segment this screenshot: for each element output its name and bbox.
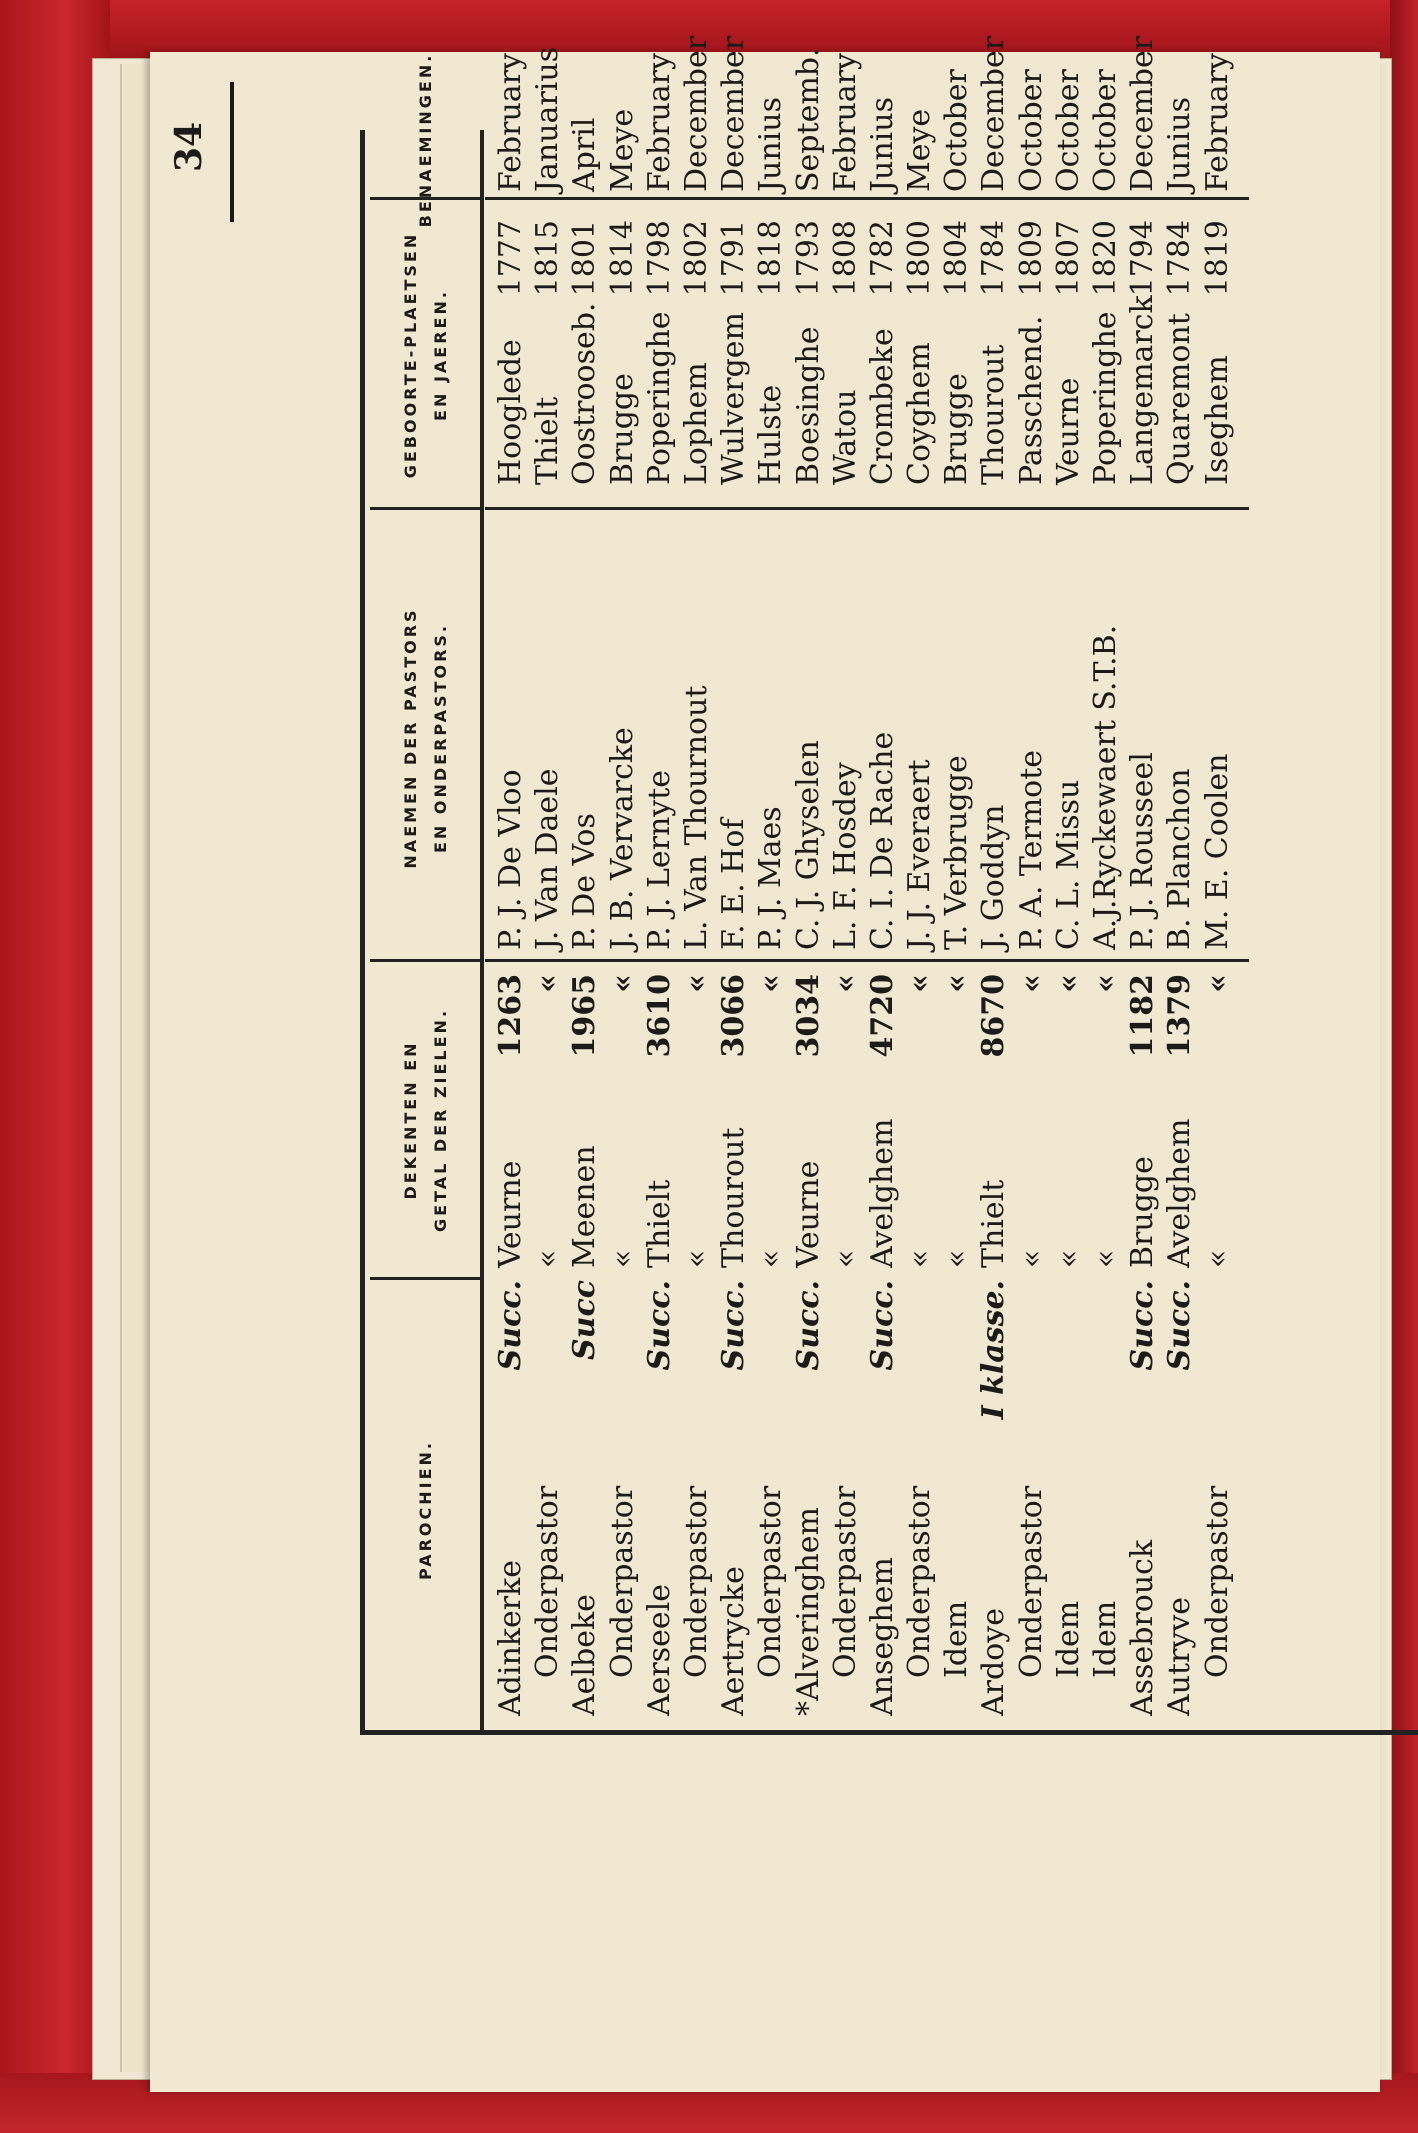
zielen-cell: «	[1013, 974, 1049, 993]
birthyear-cell: 1801	[567, 220, 603, 297]
birthyear-cell: 1784	[1162, 220, 1198, 297]
dekenij-cell: Thielt	[976, 1179, 1012, 1268]
header-naemen	[372, 518, 480, 958]
appointment-month-cell: Meye	[902, 108, 938, 192]
dekenij-cell: «	[753, 1249, 789, 1268]
pastor-name-cell: J. Goddyn	[976, 804, 1012, 950]
header-parochien-text: PAROCHIEN.	[416, 1439, 435, 1581]
pastor-name-cell: P. De Vos	[567, 813, 603, 950]
dekenij-cell: Veurne	[790, 1160, 826, 1268]
birthyear-cell: 1807	[1050, 220, 1086, 297]
birthyear-cell: 1820	[1088, 220, 1123, 297]
pastor-name-cell: P. J. Rousseel	[1125, 752, 1161, 950]
zielen-cell: 3066	[716, 974, 752, 1058]
pastor-name-cell: C. J. Ghyselen	[790, 740, 826, 950]
rank-cell: I klasse.	[976, 1280, 1012, 1420]
birthyear-cell: 1793	[790, 220, 826, 297]
birthyear-cell: 1808	[827, 220, 863, 297]
header-separator	[370, 507, 480, 510]
appointment-month-cell: Junius	[753, 97, 789, 192]
birthyear-cell: 1804	[939, 220, 975, 297]
zielen-cell: 8670	[976, 974, 1012, 1058]
table-row	[1124, 35, 1161, 1730]
appointment-month-cell: December	[1125, 35, 1161, 192]
zielen-cell: «	[939, 974, 975, 993]
appointment-month-cell: October	[939, 69, 975, 192]
pastor-name-cell: C. L. Missu	[1050, 779, 1086, 950]
table-left-rule	[360, 1730, 1418, 1735]
birthyear-cell: 1800	[902, 220, 938, 297]
appointment-month-cell: February	[641, 53, 677, 192]
zielen-cell: 3610	[641, 974, 677, 1058]
header-naemen-line1: NAEMEN DER PASTORS	[401, 607, 420, 869]
birthyear-cell: 1784	[976, 220, 1012, 297]
parochie-cell: Adinkerke	[493, 1560, 528, 1716]
rank-cell: Succ.	[641, 1280, 677, 1371]
table-row	[604, 108, 641, 1730]
dekenij-cell: Avelghem	[864, 1118, 900, 1268]
zielen-cell: 1263	[493, 974, 528, 1058]
zielen-cell: «	[604, 974, 640, 993]
parochie-cell: Onderpastor	[1199, 1485, 1235, 1678]
parochie-cell: Aerseele	[641, 1583, 677, 1716]
parochie-cell: Aertrycke	[716, 1566, 752, 1716]
pastor-name-cell: T. Verbrugge	[939, 755, 975, 950]
rank-cell: Succ.	[1162, 1280, 1198, 1371]
parochie-cell: Idem	[939, 1600, 975, 1678]
pastor-name-cell: P. A. Termote	[1013, 749, 1049, 950]
dekenij-cell: Brugge	[1125, 1156, 1161, 1268]
pastor-name-cell: L. F. Hosdey	[827, 762, 863, 950]
appointment-month-cell: October	[1013, 69, 1049, 192]
birthyear-cell: 1815	[530, 220, 566, 297]
zielen-cell: 4720	[864, 974, 900, 1058]
dekenij-cell: «	[604, 1249, 640, 1268]
zielen-cell: «	[753, 974, 789, 993]
parochie-cell: Anseghem	[864, 1557, 900, 1716]
rank-cell: Succ.	[864, 1280, 900, 1371]
dekenij-cell: «	[1050, 1249, 1086, 1268]
dekenij-cell: «	[1013, 1249, 1049, 1268]
appointment-month-cell: Meye	[604, 108, 640, 192]
pastor-name-cell: A.J.Ryckewaert S.T.B.	[1088, 624, 1123, 950]
table-row	[715, 35, 752, 1730]
birthplace-cell: Veurne	[1050, 377, 1086, 485]
header-parochien	[372, 1290, 480, 1730]
zielen-cell: 1182	[1125, 974, 1161, 1058]
table-rows	[492, 35, 1236, 1730]
table-row	[1087, 69, 1124, 1730]
zielen-cell: 3034	[790, 974, 826, 1058]
dekenij-cell: «	[902, 1249, 938, 1268]
birthplace-cell: Lophem	[678, 362, 714, 485]
appointment-month-cell: December	[716, 35, 752, 192]
birthyear-cell: 1802	[678, 220, 714, 297]
pastor-name-cell: M. E. Coolen	[1199, 753, 1235, 950]
zielen-cell: 1379	[1162, 974, 1198, 1058]
zielen-cell: «	[530, 974, 566, 993]
header-benaemingen	[372, 52, 480, 228]
table-row	[1050, 69, 1087, 1730]
parochie-cell: Onderpastor	[530, 1485, 566, 1678]
parochie-cell: *Alveringhem	[790, 1507, 826, 1716]
rank-cell: Succ.	[716, 1280, 752, 1371]
zielen-cell: 1965	[567, 974, 603, 1058]
table-row	[1161, 97, 1198, 1730]
appointment-month-cell: Junius	[1162, 97, 1198, 192]
birthyear-cell: 1791	[716, 220, 752, 297]
rank-cell: Succ.	[790, 1280, 826, 1371]
appointment-month-cell: December	[678, 35, 714, 192]
header-rule-top	[360, 130, 365, 1730]
table-row	[492, 53, 529, 1730]
birthyear-cell: 1814	[604, 220, 640, 297]
pastor-name-cell: J. J. Everaert	[902, 759, 938, 950]
dekenij-cell: «	[678, 1249, 714, 1268]
table-row	[752, 97, 789, 1730]
header-dekenten-line1: DEKENTEN EN	[401, 1040, 420, 1200]
parochie-cell: Onderpastor	[902, 1485, 938, 1678]
header-dekenten-line2: GETAL DER ZIELEN.	[431, 1007, 450, 1233]
appointment-month-cell: February	[827, 53, 863, 192]
birthplace-cell: Poperinghe	[641, 311, 677, 485]
appointment-month-cell: Junius	[864, 97, 900, 192]
dekenij-cell: Thielt	[641, 1179, 677, 1268]
appointment-month-cell: October	[1050, 69, 1086, 192]
zielen-cell: «	[1088, 974, 1123, 993]
birthplace-cell: Passchend.	[1013, 315, 1049, 485]
pastor-name-cell: P. J. Lernyte	[641, 769, 677, 950]
pastor-name-cell: P. J. Maes	[753, 806, 789, 950]
parochie-cell: Idem	[1088, 1600, 1123, 1678]
birthplace-cell: Hulste	[753, 384, 789, 485]
appointment-month-cell: February	[1199, 53, 1235, 192]
column-rule	[485, 959, 1249, 962]
appointment-month-cell: April	[567, 117, 603, 192]
dekenij-cell: Veurne	[493, 1160, 528, 1268]
birthplace-cell: Brugge	[939, 373, 975, 485]
header-geboorte-line1: GEBOORTE-PLAETSEN	[401, 231, 420, 479]
dekenij-cell: «	[1199, 1249, 1235, 1268]
pastor-name-cell: P. J. De Vloo	[493, 769, 528, 950]
birthplace-cell: Thourout	[976, 344, 1012, 485]
header-naemen-line2: EN ONDERPASTORS.	[431, 623, 450, 854]
pastor-name-cell: J. Van Daele	[530, 768, 566, 950]
parochie-cell: Onderpastor	[604, 1485, 640, 1678]
zielen-cell: «	[827, 974, 863, 993]
header-geboorte-line2: EN JAEREN.	[431, 289, 450, 421]
appointment-month-cell: December	[976, 35, 1012, 192]
page-number-rule	[230, 82, 234, 222]
column-rule	[485, 507, 1249, 510]
birthyear-cell: 1777	[493, 220, 528, 297]
rank-cell: Succ	[567, 1280, 603, 1361]
table-row	[864, 97, 901, 1730]
appointment-month-cell: Januarius	[530, 46, 566, 192]
parochie-cell: Assebrouck	[1125, 1539, 1161, 1716]
dekenij-cell: «	[530, 1249, 566, 1268]
dekenij-cell: Thourout	[716, 1127, 752, 1268]
appointment-month-cell: October	[1088, 69, 1123, 192]
table-row	[566, 117, 603, 1730]
parochie-cell: Onderpastor	[827, 1485, 863, 1678]
column-rule	[485, 197, 1249, 200]
pastor-name-cell: B. Planchon	[1162, 768, 1198, 950]
birthyear-cell: 1819	[1199, 220, 1235, 297]
birthyear-cell: 1818	[753, 220, 789, 297]
zielen-cell: «	[902, 974, 938, 993]
birthyear-cell: 1782	[864, 220, 900, 297]
birthplace-cell: Langemarck	[1125, 295, 1161, 485]
table-row	[1013, 69, 1050, 1730]
birthplace-cell: Poperinghe	[1088, 311, 1123, 485]
header-geboorte	[372, 205, 480, 505]
table-row	[678, 35, 715, 1730]
birthplace-cell: Wulvergem	[716, 312, 752, 485]
rotated-table-content	[160, 35, 1370, 2090]
parochie-cell: Autryve	[1162, 1596, 1198, 1716]
table-row	[901, 108, 938, 1730]
birthplace-cell: Watou	[827, 389, 863, 485]
birthplace-cell: Coyghem	[902, 342, 938, 485]
birthyear-cell: 1794	[1125, 220, 1161, 297]
birthplace-cell: Boesinghe	[790, 326, 826, 485]
birthplace-cell: Quaremont	[1162, 313, 1198, 485]
pastor-name-cell: F. E. Hof	[716, 818, 752, 950]
book-cover-right	[1390, 0, 1418, 2133]
header-rule-bottom	[480, 130, 484, 1730]
pastor-name-cell: C. I. De Rache	[864, 731, 900, 950]
birthplace-cell: Hooglede	[493, 339, 528, 485]
parochie-cell: Onderpastor	[678, 1485, 714, 1678]
header-benaemingen-text: BENAEMINGEN.	[416, 52, 435, 228]
parochie-cell: Ardoye	[976, 1608, 1012, 1716]
header-separator	[370, 1277, 480, 1280]
table-row	[641, 53, 678, 1730]
appointment-month-cell: February	[493, 53, 528, 192]
rank-cell: Succ.	[493, 1280, 528, 1371]
dekenij-cell: Meenen	[567, 1145, 603, 1268]
table-row	[790, 47, 827, 1730]
zielen-cell: «	[1199, 974, 1235, 993]
parochie-cell: Onderpastor	[753, 1485, 789, 1678]
header-dekenten	[372, 965, 480, 1275]
zielen-cell: «	[1050, 974, 1086, 993]
birthyear-cell: 1809	[1013, 220, 1049, 297]
table-row	[529, 46, 566, 1730]
table-row	[938, 69, 975, 1730]
pastor-name-cell: L. Van Thournout	[678, 685, 714, 950]
birthyear-cell: 1798	[641, 220, 677, 297]
table-row	[827, 53, 864, 1730]
table-row	[1199, 53, 1236, 1730]
birthplace-cell: Thielt	[530, 396, 566, 485]
dekenij-cell: Avelghem	[1162, 1118, 1198, 1268]
birthplace-cell: Oostrooseb.	[567, 302, 603, 485]
birthplace-cell: Brugge	[604, 373, 640, 485]
header-separator	[370, 959, 480, 962]
table-row	[975, 35, 1012, 1730]
appointment-month-cell: Septemb.	[790, 47, 826, 192]
dekenij-cell: «	[827, 1249, 863, 1268]
birthplace-cell: Iseghem	[1199, 355, 1235, 485]
rank-cell: Succ.	[1125, 1280, 1161, 1371]
parochie-cell: Idem	[1050, 1600, 1086, 1678]
zielen-cell: «	[678, 974, 714, 993]
parochie-cell: Aelbeke	[567, 1594, 603, 1716]
page-number: 34	[168, 121, 210, 172]
dekenij-cell: «	[939, 1249, 975, 1268]
parochie-cell: Onderpastor	[1013, 1485, 1049, 1678]
dekenij-cell: «	[1088, 1249, 1123, 1268]
pastor-name-cell: J. B. Vervarcke	[604, 727, 640, 950]
birthplace-cell: Crombeke	[864, 328, 900, 485]
